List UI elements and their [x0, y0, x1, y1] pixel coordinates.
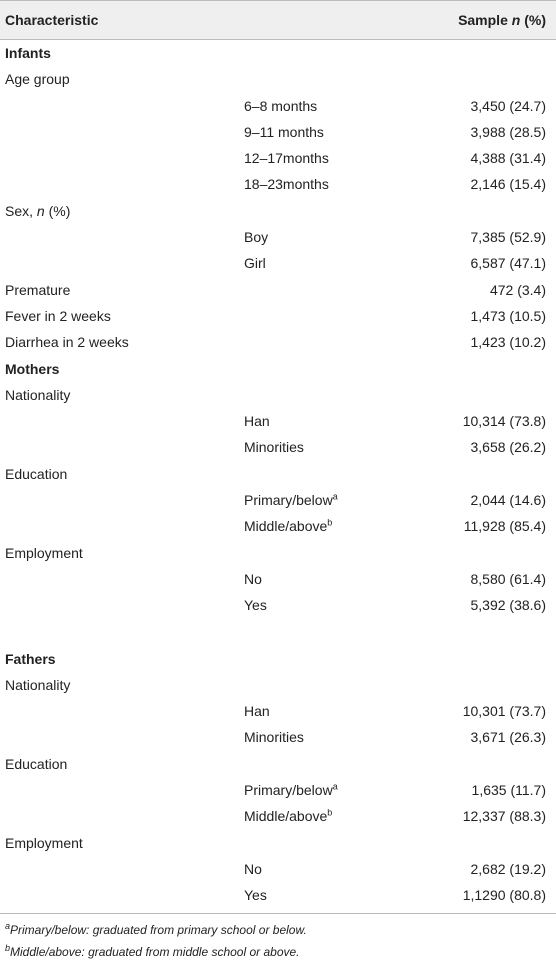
sample-value: 3,658 (26.2): [470, 439, 546, 456]
row-label: [5, 677, 70, 693]
table-row: [0, 882, 556, 908]
category-label: [244, 176, 329, 192]
sample-value: 3,988 (28.5): [470, 123, 546, 140]
footnote-mark: b: [5, 942, 11, 953]
section-row: [0, 646, 556, 672]
section-label: [5, 651, 56, 667]
category-text: Middle/above: [244, 808, 328, 825]
table-header: [0, 0, 556, 40]
table-row: [0, 329, 556, 355]
sample-value: 1,473 (10.5): [470, 307, 546, 324]
sample-value: 1,423 (10.2): [470, 334, 546, 351]
category-label: [244, 597, 267, 613]
sample-value: 10,314 (73.8): [462, 413, 546, 430]
sample-value: 472 (3.4): [489, 281, 546, 298]
table-row: [0, 145, 556, 171]
table-row: [0, 856, 556, 882]
header-sample-unit: (%): [520, 12, 546, 28]
category-text: Primary/below: [244, 492, 333, 509]
row-label: [5, 203, 70, 219]
row-label-text: Diarrhea in 2 weeks: [5, 334, 129, 351]
row-label: [5, 71, 70, 87]
table-row: [0, 777, 556, 803]
row-label-text: Age group: [5, 71, 70, 88]
category-text: Primary/below: [244, 782, 333, 799]
category-label: [244, 255, 266, 271]
table-row: [0, 513, 556, 539]
row-label: [5, 334, 129, 350]
table-row: [0, 198, 556, 224]
row-label-text: Employment: [5, 834, 83, 851]
category-text: 18–23months: [244, 176, 329, 193]
section-label: [5, 45, 51, 61]
table-row: [0, 382, 556, 408]
footnote-text: Primary/below: graduated from primary school or below.: [10, 922, 307, 937]
row-label-text: Education: [5, 755, 68, 772]
sample-value: 6,587 (47.1): [470, 255, 546, 272]
footnote-mark: b: [327, 807, 333, 818]
sample-value: 5,392 (38.6): [470, 597, 546, 614]
sample-value: 12,337 (88.3): [462, 808, 546, 825]
section-row: [0, 40, 556, 66]
section-label: [5, 361, 59, 377]
footnote-mark: a: [5, 920, 11, 931]
table-row: [0, 724, 556, 750]
category-text: Han: [244, 703, 270, 720]
row-label: [5, 308, 111, 324]
row-label: [5, 545, 83, 561]
table-row: [0, 461, 556, 487]
header-sample-label: Sample: [458, 12, 512, 28]
category-text: 6–8 months: [244, 97, 318, 114]
table-row: [0, 93, 556, 119]
sample-value: 1,635 (11.7): [471, 782, 546, 799]
footnote-mark: a: [332, 781, 338, 792]
table-row: [0, 487, 556, 513]
section-row: [0, 356, 556, 382]
category-label: [244, 98, 317, 114]
sample-value: 10,301 (73.7): [462, 703, 546, 720]
sample-value: 3,450 (24.7): [470, 97, 546, 114]
sample-value: 11,928 (85.4): [463, 518, 546, 535]
footnote-text: Middle/above: graduated from middle school or above.: [10, 944, 300, 959]
table-row: [0, 540, 556, 566]
row-label-text: Employment: [5, 544, 83, 561]
header-sample-n: n: [511, 12, 521, 28]
category-label: [244, 887, 267, 903]
category-text: Boy: [244, 229, 269, 246]
category-text: No: [244, 860, 262, 877]
category-text: Middle/above: [244, 518, 328, 535]
table-row: [0, 751, 556, 777]
sample-value: 1,1290 (80.8): [462, 887, 546, 904]
category-text: Yes: [244, 887, 267, 904]
row-label-italic: n: [36, 202, 45, 219]
table-row: [0, 566, 556, 592]
spacer-row: [0, 619, 556, 646]
category-text: Minorities: [244, 439, 304, 456]
table-row: [0, 830, 556, 856]
category-label: [244, 439, 304, 455]
row-label-text: Nationality: [5, 386, 71, 403]
category-label: [244, 571, 262, 587]
category-label: [244, 808, 332, 824]
table-row: [0, 250, 556, 276]
sample-value: 2,682 (19.2): [470, 860, 546, 877]
table-row: [0, 277, 556, 303]
row-label: [5, 466, 67, 482]
table-row: [0, 66, 556, 92]
table-row: [0, 171, 556, 197]
header-sample: [458, 12, 546, 28]
table-body: [0, 40, 556, 909]
table-row: [0, 434, 556, 460]
category-label: [244, 703, 270, 719]
category-label: [244, 782, 338, 798]
row-label-text: Education: [5, 465, 68, 482]
category-label: [244, 518, 332, 534]
row-label-text: Infants: [5, 45, 51, 61]
row-label-text: Mothers: [5, 360, 60, 377]
row-label-text: Fever in 2 weeks: [5, 307, 111, 324]
category-label: [244, 413, 270, 429]
category-text: 12–17months: [244, 150, 329, 167]
row-label: [5, 282, 70, 298]
category-text: 9–11 months: [244, 123, 324, 140]
category-text: Minorities: [244, 729, 304, 746]
header-characteristic: Characteristic: [5, 12, 99, 28]
sample-value: 7,385 (52.9): [470, 229, 546, 246]
row-label-text: Nationality: [5, 676, 71, 693]
category-label: [244, 150, 329, 166]
footnote-mark: b: [327, 517, 333, 528]
category-label: [244, 729, 304, 745]
row-label-text: Premature: [5, 281, 71, 298]
row-label: [5, 756, 67, 772]
table-bottom-rule: [0, 913, 556, 914]
table-row: [0, 672, 556, 698]
category-text: Han: [244, 413, 270, 430]
table-row: [0, 119, 556, 145]
row-label: [5, 387, 70, 403]
category-label: [244, 861, 262, 877]
category-text: Girl: [244, 255, 266, 272]
row-label-text: Fathers: [5, 650, 56, 667]
table-row: [0, 592, 556, 618]
category-text: Yes: [244, 597, 267, 614]
row-label: [5, 835, 83, 851]
table-row: [0, 408, 556, 434]
row-label-text: Sex,: [5, 202, 37, 219]
table-row: [0, 224, 556, 250]
sample-value: 3,671 (26.3): [470, 729, 546, 746]
table-row: [0, 303, 556, 329]
category-label: [244, 492, 338, 508]
table-row: [0, 698, 556, 724]
sample-value: 2,044 (14.6): [470, 492, 546, 509]
category-label: [244, 229, 268, 245]
footnotes: [5, 921, 550, 965]
category-text: No: [244, 570, 262, 587]
sample-value: 4,388 (31.4): [470, 150, 546, 167]
footnote: [5, 921, 550, 943]
footnote-mark: a: [332, 491, 338, 502]
sample-value: 2,146 (15.4): [470, 176, 546, 193]
category-label: [244, 124, 324, 140]
table-row: [0, 803, 556, 829]
row-label-suffix: (%): [44, 202, 71, 219]
sample-value: 8,580 (61.4): [470, 570, 546, 587]
